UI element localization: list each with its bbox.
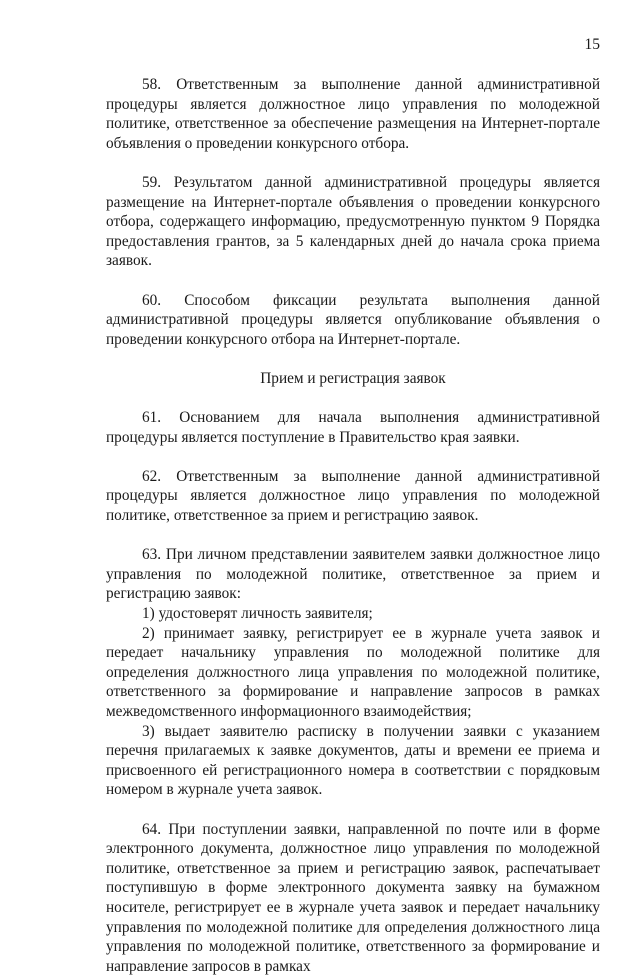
paragraph-63-item-1: 1) удостоверят личность заявителя;: [142, 605, 373, 623]
paragraph-gap: [106, 526, 600, 546]
paragraph-58: 58. Ответственным за выполнение данной административной процедуры является должностное лицо управления по молодежной политике, ответственное за обеспечение размещения на Интернет-портале объявления о проведении конкурсного отбора.: [106, 76, 600, 152]
section-heading: Прием и регистрация заявок: [260, 369, 446, 387]
paragraph-gap: [106, 800, 600, 820]
paragraph-gap: [106, 349, 600, 369]
paragraph-gap: [106, 447, 600, 467]
paragraph-63-item-3: 3) выдает заявителю расписку в получении заявки с указанием перечня прилагаемых к заявке документов, даты и времени ее приема и присвоенного ей регистрационного номера в соответствии с порядковым номером в журнале учета заявок.: [106, 722, 600, 799]
paragraph-62: 62. Ответственным за выполнение данной административной процедуры является должностное лицо управления по молодежной политике, ответственное за прием и регистрацию заявок.: [106, 467, 600, 525]
paragraph-64: 64. При поступлении заявки, направленной по почте или в форме электронного документа, должностное лицо управления по молодежной политике, ответственное за прием и регистрацию заявок, распечатывает поступившую в форме электронного документа заявку на бумажном носителе, регистрирует ее в журнале учета заявок и передает начальнику управления по молодежной политике для определения должностного лица управления по молодежной политике, ответственного за формирование и направление запросов в рамках: [106, 820, 600, 975]
page-number: 15: [584, 36, 600, 53]
paragraph-60: 60. Способом фиксации результата выполнения данной административной процедуры является опубликование объявления о проведении конкурсного отбора на Интернет-портале.: [106, 291, 600, 348]
paragraph-gap: [106, 153, 600, 173]
paragraph-gap: [106, 271, 600, 291]
paragraph-59: 59. Результатом данной административной процедуры является размещение на Интернет-портале объявления о проведении конкурсного отбора, содержащего информацию, предусмотренную пунктом 9 Порядка предоставления грантов, за 5 календарных дней до начала срока приема заявок.: [106, 173, 600, 270]
document-body: [106, 75, 600, 976]
paragraph-63: 63. При личном представлении заявителем заявки должностное лицо управления по молодежной политике, ответственное за прием и регистрацию заявок:: [106, 546, 600, 603]
paragraph-61: 61. Основанием для начала выполнения административной процедуры является поступление в Правительство края заявки.: [106, 409, 600, 446]
paragraph-63-item-2: 2) принимает заявку, регистрирует ее в журнале учета заявок и передает начальнику управления по молодежной политике для определения должностного лица управления по молодежной политике, ответственного за формирование и направление запросов в рамках межведомственного информационного взаимодействия;: [106, 624, 600, 720]
paragraph-gap: [106, 389, 600, 409]
